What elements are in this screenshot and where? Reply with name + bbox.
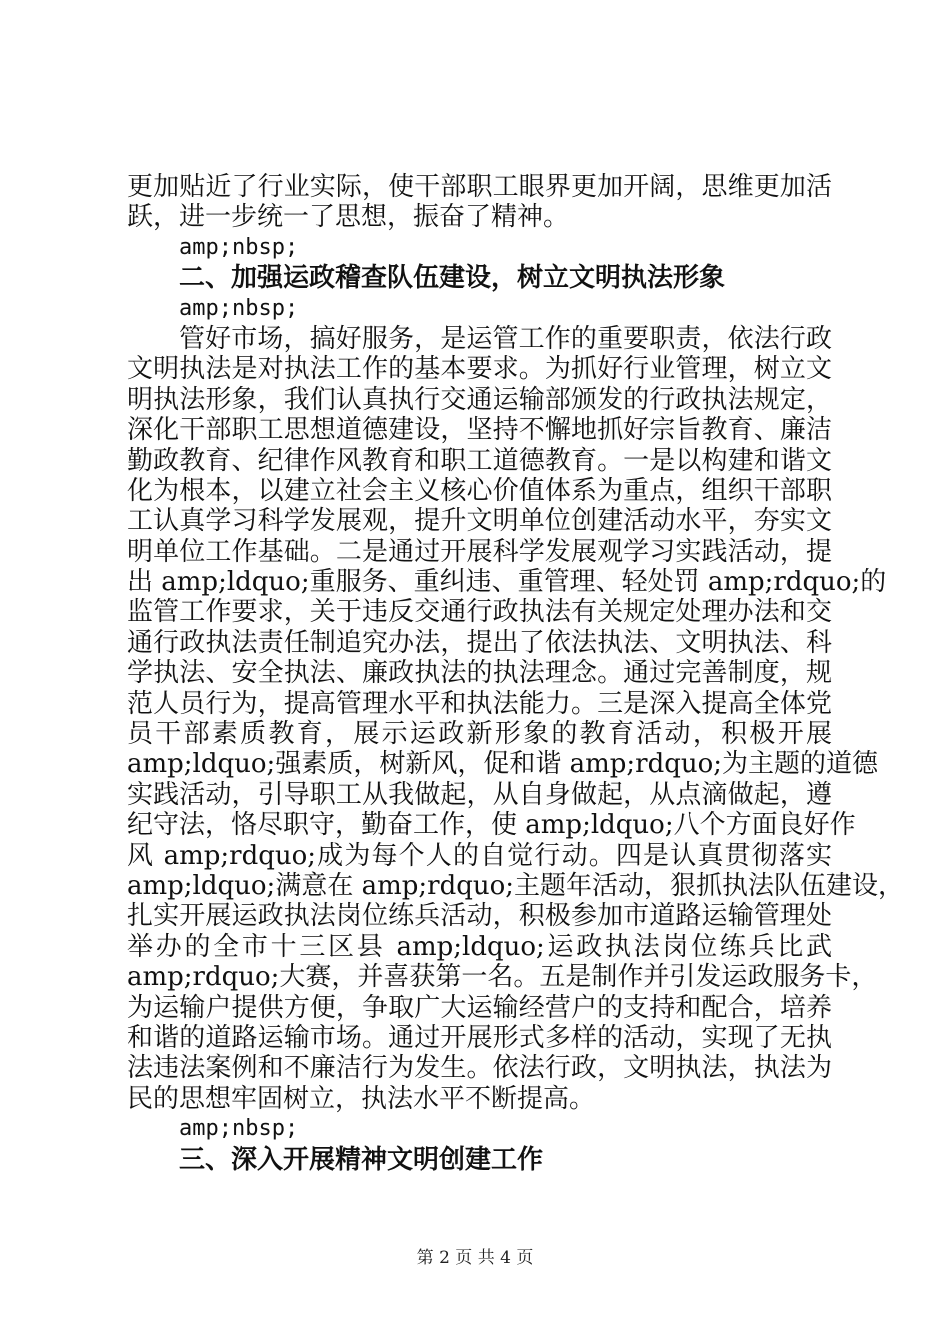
body-line: amp;ldquo;强素质，树新风，促和谐 amp;rdquo;为主题的道德 xyxy=(127,749,879,780)
body-line: 监管工作要求，关于违反交通行政执法有关规定处理办法和交 xyxy=(127,597,832,628)
body-line: 风 amp;rdquo;成为每个人的自觉行动。四是认真贯彻落实 xyxy=(127,840,832,871)
body-line: 法违法案例和不廉洁行为发生。依法行政，文明执法，执法为 xyxy=(127,1053,832,1084)
body-line: 和谐的道路运输市场。通过开展形式多样的活动，实现了无执 xyxy=(127,1022,832,1053)
section-heading-3: 三、深入开展精神文明创建工作 xyxy=(179,1144,544,1175)
body-line: 勤政教育、纪律作风教育和职工道德教育。一是以构建和谐文 xyxy=(127,445,832,476)
body-line: 通行政执法责任制追究办法，提出了依法执法、文明执法、科 xyxy=(127,627,832,658)
page-footer xyxy=(0,1243,950,1268)
body-line: 管好市场，搞好服务，是运管工作的重要职责，依法行政 xyxy=(179,323,832,354)
body-line: 纪守法，恪尽职守，勤奋工作，使 amp;ldquo;八个方面良好作 xyxy=(127,810,856,841)
nbsp-line: amp;nbsp; xyxy=(179,295,299,321)
body-line: 化为根本，以建立社会主义核心价值体系为重点，组织干部职 xyxy=(127,475,832,506)
body-line: amp;ldquo;满意在 amp;rdquo;主题年活动，狠抓执法队伍建设， xyxy=(127,870,905,901)
body-line: 扎实开展运政执法岗位练兵活动，积极参加市道路运输管理处 xyxy=(127,901,832,932)
nbsp-line: amp;nbsp; xyxy=(179,1116,299,1142)
nbsp-line: amp;nbsp; xyxy=(179,234,299,260)
body-line: amp;rdquo;大赛，并喜获第一名。五是制作并引发运政服务卡， xyxy=(127,962,878,993)
body-line: 民的思想牢固树立，执法水平不断提高。 xyxy=(127,1083,596,1114)
section-heading-2: 二、加强运政稽查队伍建设，树立文明执法形象 xyxy=(179,263,726,294)
body-line: 明执法形象，我们认真执行交通运输部颁发的行政执法规定， xyxy=(127,384,832,415)
body-line: 为运输户提供方便，争取广大运输经营户的支持和配合，培养 xyxy=(127,992,832,1023)
body-line: 实践活动，引导职工从我做起，从自身做起，从点滴做起，遵 xyxy=(127,779,832,810)
body-line: 员干部素质教育，展示运政新形象的教育活动，积极开展 xyxy=(127,719,832,750)
page-number-label: 第 2 页 共 4 页 xyxy=(416,1248,534,1268)
body-line: 更加贴近了行业实际，使干部职工眼界更加开阔，思维更加活 xyxy=(127,172,832,202)
body-line: 跃，进一步统一了思想，振奋了精神。 xyxy=(127,202,570,233)
body-line: 文明执法是对执法工作的基本要求。为抓好行业管理，树立文 xyxy=(127,354,832,385)
body-line: 出 amp;ldquo;重服务、重纠违、重管理、轻处罚 amp;rdquo;的 xyxy=(127,567,887,598)
body-line: 举办的全市十三区县 amp;ldquo;运政执法岗位练兵比武 xyxy=(127,931,832,962)
body-line: 深化干部职工思想道德建设，坚持不懈地抓好宗旨教育、廉洁 xyxy=(127,415,832,446)
document-body xyxy=(127,172,905,1175)
body-line: 学执法、安全执法、廉政执法的执法理念。通过完善制度，规 xyxy=(127,658,832,689)
body-line: 工认真学习科学发展观，提升文明单位创建活动水平，夯实文 xyxy=(127,506,832,537)
body-line: 范人员行为，提高管理水平和执法能力。三是深入提高全体党 xyxy=(127,688,832,719)
body-line: 明单位工作基础。二是通过开展科学发展观学习实践活动，提 xyxy=(127,536,832,567)
